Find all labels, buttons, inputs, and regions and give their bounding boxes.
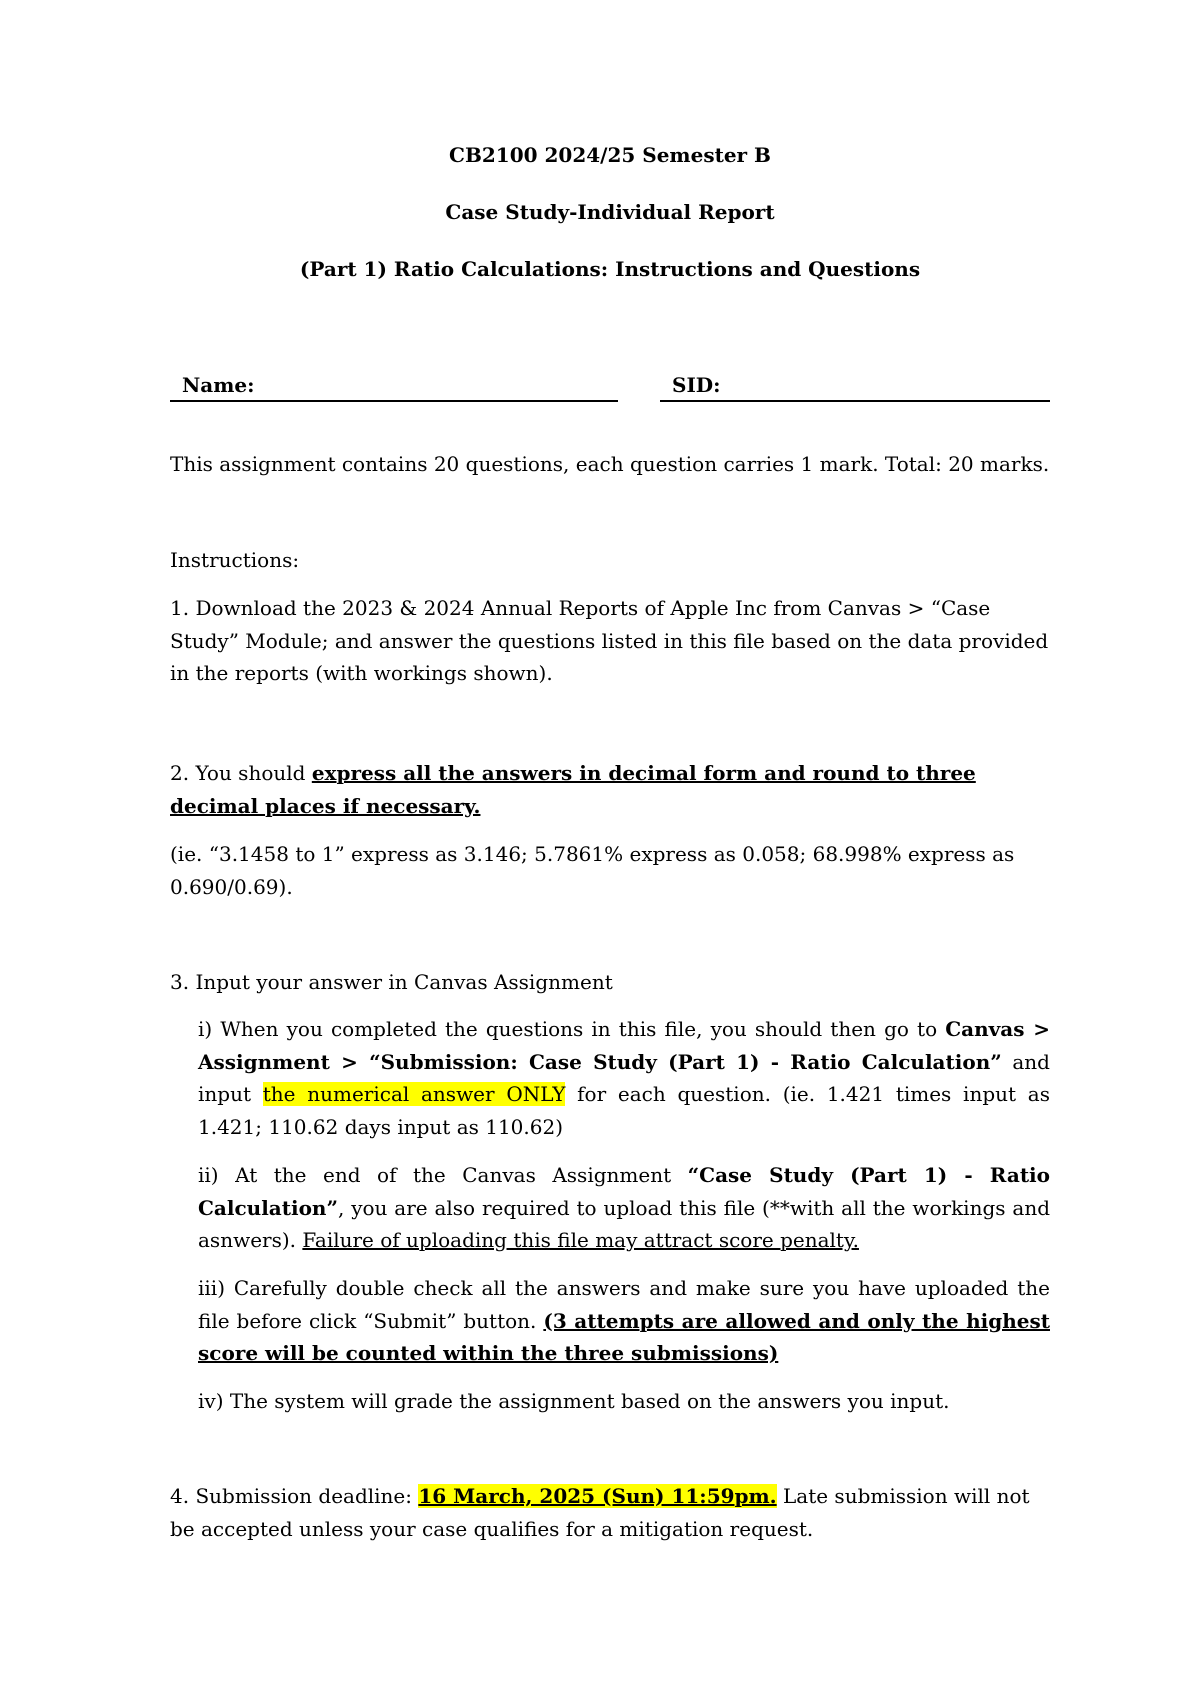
item4-prefix: 4. Submission deadline: [170,1484,419,1508]
sid-label: SID: [672,373,721,397]
item3-ii-assignment-name: “Case Study (Part 1) - Ratio Calculation” [198,1163,1050,1220]
item3-ii-penalty-warning: Failure of uploading this file may attract score penalty. [302,1228,859,1252]
item3-sub-i [198,1013,1050,1143]
item3-i-highlight: the numerical answer ONLY [262,1082,566,1106]
report-subtitle: (Part 1) Ratio Calculations: Instructions and Questions [299,257,921,281]
item2-prefix: 2. You should [170,761,312,785]
item3-i-text-1: i) When you completed the questions in this file, you should then go to [198,1017,946,1041]
item3-i-text-3: for each question. (ie. 1.421 times input as 1.421; 110.62 days input as 110.62) [198,1082,1050,1139]
report-title: Case Study-Individual Report [445,200,775,224]
instruction-item-4 [170,1480,1050,1545]
item3-sub-iv: iv) The system will grade the assignment based on the answers you input. [198,1389,950,1413]
instructions-heading: Instructions: [170,548,300,572]
item2-emphasis: express all the answers in decimal form and round to three decimal places if necessary. [170,761,976,818]
instruction-item-2 [170,757,1050,822]
instruction-item-3-heading: 3. Input your answer in Canvas Assignment [170,970,613,994]
name-field [170,368,618,402]
course-heading: CB2100 2024/25 Semester B [449,143,771,167]
submission-deadline: 16 March, 2025 (Sun) 11:59pm. [418,1484,777,1508]
item3-ii-text-1: ii) At the end of the Canvas Assignment [198,1163,688,1187]
item3-sub-iii [198,1272,1050,1370]
name-label: Name: [182,373,255,397]
item2-example: (ie. “3.1458 to 1” express as 3.146; 5.7861% express as 0.058; 68.998% express as 0.690/0.69). [170,842,1015,899]
item3-i-text-2: and input [198,1049,1050,1106]
item3-iii-text-1: iii) Carefully double check all the answers and make sure you have uploaded the file before click “Submit” button. [198,1276,1050,1333]
item4-suffix: Late submission will not be accepted unless your case qualifies for a mitigation request. [170,1484,1030,1541]
intro-text: This assignment contains 20 questions, each question carries 1 mark. Total: 20 marks. [170,452,1050,476]
sid-field [660,368,1050,402]
item3-iii-attempts-note: (3 attempts are allowed and only the highest score will be counted within the three submissions) [198,1308,1050,1365]
item3-ii-text-2: , you are also required to upload this file (**with all the workings and asnwers). [198,1195,1050,1252]
item3-i-canvas-path: Canvas > Assignment > “Submission: Case Study (Part 1) - Ratio Calculation” [198,1017,1050,1074]
item3-sub-ii [198,1159,1050,1257]
instruction-item-1: 1. Download the 2023 & 2024 Annual Reports of Apple Inc from Canvas > “Case Study” Module; and answer the questions listed in this file based on the data provided in the reports (with workings shown). [170,596,1049,685]
